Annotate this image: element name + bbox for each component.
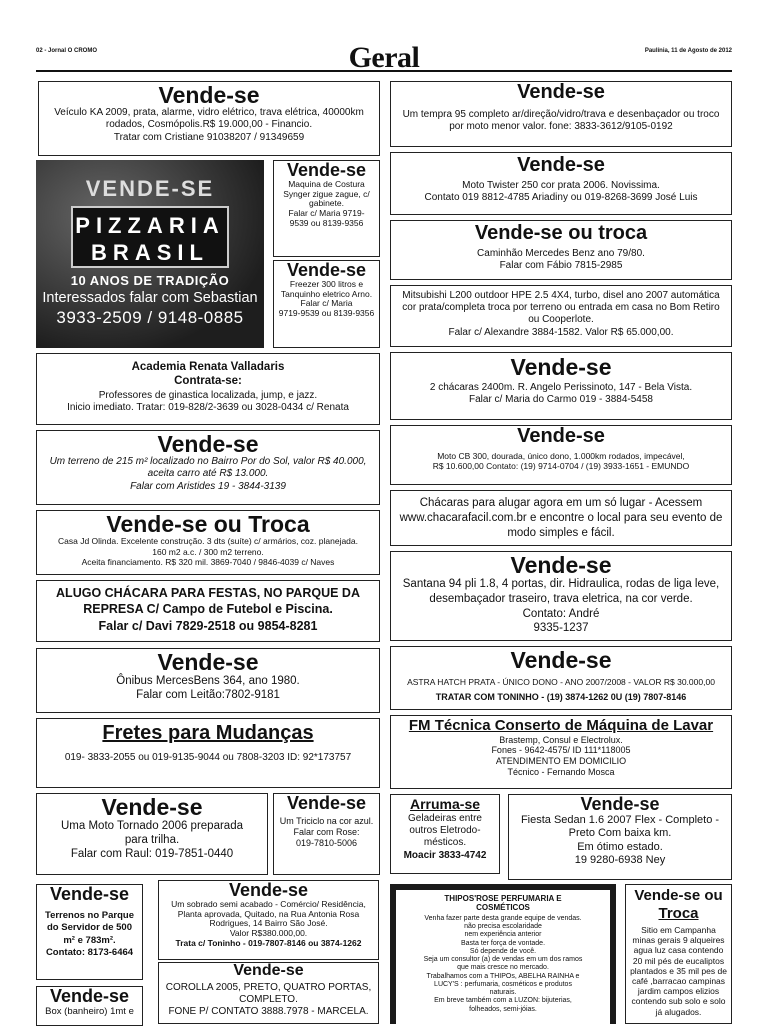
ad-text: nem experiência anterior [464, 931, 542, 939]
ad-text: Em ótimo estado. [577, 840, 663, 853]
ad-box-banheiro [36, 986, 143, 1026]
ad-title: Vende-se [158, 82, 260, 108]
ad-text: jardim campos elizios [637, 986, 720, 997]
ad-title: Vende-se [286, 260, 367, 280]
ad-onibus [36, 648, 380, 713]
ad-text: LUCY'S : perfumaria, cosméticos e produtos [434, 980, 572, 988]
ad-title: Vende-se [517, 154, 605, 176]
ad-text: ATENDIMENTO EM DOMICILIO [495, 755, 627, 766]
ad-text: cor prata/completa troca por terreno ou entrada em casa no Bom Retiro [402, 302, 720, 314]
ad-title: Vende-se [517, 425, 605, 447]
ad-text: Falar c/ Davi 7829-2518 ou 9854-8281 [98, 618, 318, 633]
ad-text: do Servidor de 500 [46, 922, 132, 934]
ad-text: 20 mil pés de eucaliptos [632, 955, 725, 966]
ad-text: Falar c/ Maria 9719- [288, 208, 365, 219]
ad-text: REPRESA C/ Campo de Futebol e Piscina. [83, 602, 333, 617]
ad-title: Vende-se [228, 880, 309, 900]
ad-title: THIPOS'ROSE PERFUMARIA E COSMÉTICOS [444, 894, 562, 913]
ad-text: Contato: 8173-6464 [45, 946, 134, 958]
ad-text: Planta aprovada, Quitado, na Rua Antonia Rosa [177, 908, 360, 919]
ad-title: Vende-se [286, 793, 367, 813]
ad-text: 019- 3833-2055 ou 019-9135-9044 ou 7808-3203 ID: 92*173757 [64, 752, 352, 763]
ad-thipos-rose [390, 884, 616, 1024]
ad-text: Mitsubishi L200 outdoor HPE 2.5 4X4, turbo, disel ano 2007 automática [402, 290, 720, 301]
ad-text: Fones - 9642-4575/ ID 111*118005 [491, 745, 631, 756]
ad-text: aceita carro até R$ 13.000. [147, 468, 269, 480]
ad-text: Aceita financiamento. R$ 320 mil. 3869-7040 / 9846-4039 c/ Naves [81, 556, 335, 567]
ad-sitio-campanha [625, 884, 732, 1024]
ad-pizzaria-brasil-image [36, 160, 264, 348]
ad-text: Contato: André [522, 607, 600, 620]
ad-moto-cb300 [390, 425, 732, 485]
ad-text: ou Cooperlote. [528, 314, 594, 326]
ad-text: Um tempra 95 completo ar/direção/vidro/trava e desenbaçador ou troco [402, 109, 720, 120]
ad-title: Academia Renata Valladaris [131, 361, 285, 373]
ad-text: que mais cresce no mercado. [457, 964, 549, 972]
ad-text: não precisa escolaridade [464, 923, 542, 931]
ad-text: 9335-1237 [533, 622, 589, 635]
ad-text: Um terreno de 215 m² localizado no Bairro Por do Sol, valor R$ 40.000, [49, 456, 367, 468]
ad-text: Um sobrado semi acabado - Comércio/ Residência, [171, 898, 366, 909]
ad-title: Vende-se [510, 647, 612, 673]
ad-text: 2 chácaras 2400m. R. Angelo Perissinoto, 147 - Bela Vista. [429, 382, 693, 394]
ad-text: m² e 783m². [63, 934, 116, 946]
ad-text: Contato 019 8812-4785 Ariadiny ou 019-8268-3699 José Luis [424, 192, 698, 204]
ad-text: 19 9280-6938 Ney [574, 854, 666, 867]
ad-text: Falar com Raul: 019-7851-0440 [70, 848, 234, 861]
ad-text: Falar c/ Alexandre 3884-1582. Valor R$ 65.000,00. [448, 326, 674, 338]
pizza-contact: Interessados falar com Sebastian [42, 290, 258, 306]
pizza-name-2: BRASIL [91, 240, 209, 265]
ad-title: Vende-se [580, 794, 660, 814]
ad-text: desembaçador traseiro, trava eletrica, na cor verde. [429, 592, 693, 605]
ad-text: Inicio imediato. Tratar: 019-828/2-3639 ou 3028-0434 c/ Renata [67, 402, 349, 414]
ad-text: Moacir 3833-4742 [403, 849, 487, 861]
ad-title: Vende-se ou [634, 887, 723, 904]
ad-arruma-se [390, 794, 500, 874]
ad-terrenos-servidor [36, 884, 143, 980]
ad-text: Preto Com baixa km. [568, 827, 672, 840]
ad-casa-jd-olinda [36, 510, 380, 575]
section-title: Geral [348, 41, 420, 74]
ad-text: mésticos. [423, 837, 467, 849]
ad-text: Venha fazer parte desta grande equipe de vendas. [424, 914, 582, 922]
ad-text: Falar com Leitão:7802-9181 [136, 689, 280, 702]
ad-text: gabinete. [309, 198, 344, 209]
ad-moto-tornado [36, 793, 268, 875]
ad-sobrado [158, 880, 379, 960]
ad-text: Basta ter força de vontade. [460, 939, 546, 947]
ad-text: Falar c/ Maria do Carmo 019 - 3884-5458 [469, 394, 653, 406]
ad-moto-twister [390, 152, 732, 215]
ad-text: Em breve também com a LUZON: bijuterias, [434, 997, 572, 1005]
ad-text: Fiesta Sedan 1.6 2007 Flex - Completo - [520, 813, 720, 826]
ad-ka-2009 [38, 81, 380, 156]
ad-astra [390, 646, 732, 710]
ad-fm-tecnica [390, 715, 732, 789]
ad-subtitle: Contrata-se: [174, 375, 242, 388]
ad-text: Veículo KA 2009, prata, alarme, vidro elétrico, trava elétrica, 40000km [54, 107, 364, 119]
pizza-headline: VENDE-SE [85, 176, 215, 201]
ad-fretes [36, 718, 380, 788]
ad-text: Moto CB 300, dourada, único dono, 1.000km rodados, impecável, [437, 451, 685, 461]
ad-text: Tratar com Cristiane 91038207 / 91349659 [113, 131, 305, 143]
ad-text: Só depende de você. [469, 947, 537, 955]
ad-text: Terrenos no Parque [44, 909, 135, 921]
ad-title: Vende-se ou troca [474, 222, 648, 244]
ad-text: Box (banheiro) 1mt e [45, 1005, 134, 1017]
ad-text: Rodrigues, 14 Bairro São José. [209, 918, 328, 929]
ad-text: café ,barracao campinas [631, 975, 726, 986]
ad-title: Vende-se [233, 962, 304, 979]
ad-terreno-por-do-sol [36, 430, 380, 505]
ad-text: outros Eletrodo- [409, 825, 481, 837]
ad-title: Vende-se [286, 160, 367, 180]
ad-text: Uma Moto Tornado 2006 preparada [61, 820, 243, 833]
ad-title-2: Troca [658, 905, 699, 922]
ad-text: rodados, Cosmópolis.R$ 19.000,00 - Financio. [105, 119, 313, 131]
ad-title: Vende-se [157, 431, 259, 457]
pizza-phones: 3933-2509 / 9148-0885 [56, 308, 244, 327]
ad-text: por moto menor valor. fone: 3833-3612/9105-0192 [449, 121, 673, 133]
ad-text: Falar com Fábio 7815-2985 [499, 260, 623, 272]
pizza-logo [71, 206, 229, 268]
ad-text: Chácaras para alugar agora em um só lugar - Acessem [419, 497, 703, 509]
ad-text: Caminhão Mercedes Benz ano 79/80. [477, 248, 645, 259]
ad-text: Tanquinho eletrico Arno. [280, 288, 373, 299]
ad-freezer [273, 260, 380, 348]
ad-text: Casa Jd Olinda. Excelente construção. 3 dts (suíte) c/ armários, coz. planejada. [57, 536, 358, 547]
ad-text: Um Triciclo na cor azul. [279, 815, 374, 826]
pizza-anos: 10 ANOS DE TRADIÇÃO [70, 273, 230, 288]
ad-text: Brastemp, Consul e Electrolux. [499, 734, 623, 745]
ad-text: Moto Twister 250 cor prata 2006. Novissima. [462, 180, 660, 191]
ad-text: contendo sub solo e solo [631, 996, 726, 1007]
ad-text: 160 m2 a.c. / 300 m2 terreno. [152, 546, 264, 557]
ad-title: Vende-se [49, 986, 130, 1006]
ad-title: Arruma-se [409, 796, 481, 812]
ad-alugo-chacara [36, 580, 380, 642]
ad-text: Professores de ginastica localizada, jump, e jazz. [98, 390, 318, 402]
ad-text: Trabalhamos com a THIPOs, ABELHA RAINHA e [426, 972, 580, 980]
ad-text: Seja um consultor (a) de vendas em um dos ramos [423, 956, 583, 964]
page-header [36, 41, 732, 74]
ad-text: Synger zigue zague, c/ [283, 188, 370, 199]
ad-text: Maquina de Costura [288, 178, 365, 189]
header-left: 02 - Jornal O CROMO [36, 48, 98, 54]
ad-text: R$ 10.600,00 Contato: (19) 9714-0704 / (19) 3933-1651 - EMUNDO [432, 461, 690, 472]
ad-mitsubishi [390, 285, 732, 347]
ad-text: Santana 94 pli 1.8, 4 portas, dir. Hidraulica, rodas de liga leve, [402, 578, 720, 591]
ad-text: Valor R$380.000,00. [229, 928, 308, 939]
ad-title: Vende-se [510, 552, 612, 578]
ad-text: plantados e 35 mil pes de [630, 965, 727, 976]
ad-text: folheados, semi-jóias. [469, 1005, 537, 1013]
ad-triciclo [273, 793, 380, 875]
ad-chacaras-bela-vista [390, 352, 732, 420]
ad-tempra [390, 81, 732, 147]
ad-text: ASTRA HATCH PRATA - ÚNICO DONO - ANO 2007/2008 - VALOR R$ 30.000,00 [407, 677, 715, 688]
ad-academia [36, 353, 380, 425]
ad-text: agua luz casa contendo [633, 945, 724, 956]
ad-text: Freezer 300 litros e [289, 278, 364, 289]
ad-text: 9539 ou 8139-9356 [289, 217, 364, 228]
ad-text: para trilha. [124, 834, 180, 847]
ad-text: 9719-9539 ou 8139-9356 [278, 308, 375, 319]
ad-text: Geladeiras entre [408, 813, 482, 825]
ad-text: COMPLETO. [239, 993, 298, 1005]
ad-title: FM Técnica Conserto de Máquina de Lavar [408, 717, 714, 734]
ad-text: TRATAR COM TONINHO - (19) 3874-1262 0U (19) 7807-8146 [435, 691, 687, 702]
ad-text: Sitio em Campanha [641, 925, 716, 935]
ad-title: Vende-se ou Troca [106, 511, 310, 537]
ad-text: ALUGO CHÁCARA PARA FESTAS, NO PARQUE DA [56, 586, 360, 600]
ad-text: Falar com Aristides 19 - 3844-3139 [130, 480, 286, 492]
ad-thipos-inner [396, 890, 610, 1024]
ad-text: minas gerais 9 alqueires [632, 935, 725, 946]
ad-title: Vende-se [49, 884, 130, 904]
ad-title: Vende-se [157, 649, 259, 675]
ad-maquina-costura [273, 160, 380, 257]
ad-text: Falar c/ Maria [300, 298, 353, 309]
ad-text: COROLLA 2005, PRETO, QUATRO PORTAS, [165, 981, 372, 993]
ad-text: Técnico - Fernando Mosca [507, 766, 615, 777]
ad-title: Fretes para Mudanças [102, 722, 314, 744]
header-rule [36, 70, 732, 72]
ad-text: www.chacarafacil.com.br e encontre o local para seu evento de [399, 511, 723, 524]
header-date: Paulínia, 11 de Agosto de 2012 [644, 48, 732, 54]
ad-santana [390, 551, 732, 641]
ad-text: FONE P/ CONTATO 3888.7978 - MARCELA. [168, 1005, 369, 1017]
pizza-name-1: PIZZARIA [75, 213, 225, 238]
ad-text: Trata c/ Toninho - 019-7807-8146 ou 3874-1262 [175, 937, 362, 948]
ad-title: Vende-se [101, 794, 203, 820]
ad-text: Falar com Rose: [293, 827, 360, 838]
ad-text: Ônibus MercesBens 364, ano 1980. [116, 675, 300, 688]
ad-caminhao [390, 220, 732, 280]
ad-fiesta [508, 794, 732, 880]
ad-text: 019-7810-5006 [295, 838, 358, 849]
ad-chacarafacil [390, 490, 732, 546]
ad-corolla [158, 962, 379, 1024]
ad-title: Vende-se [517, 81, 605, 103]
ad-text: naturais. [489, 989, 517, 997]
ad-title: Vende-se [510, 354, 612, 380]
ad-text: já alugados. [655, 1006, 702, 1017]
ad-text: modo simples e fácil. [507, 526, 615, 539]
